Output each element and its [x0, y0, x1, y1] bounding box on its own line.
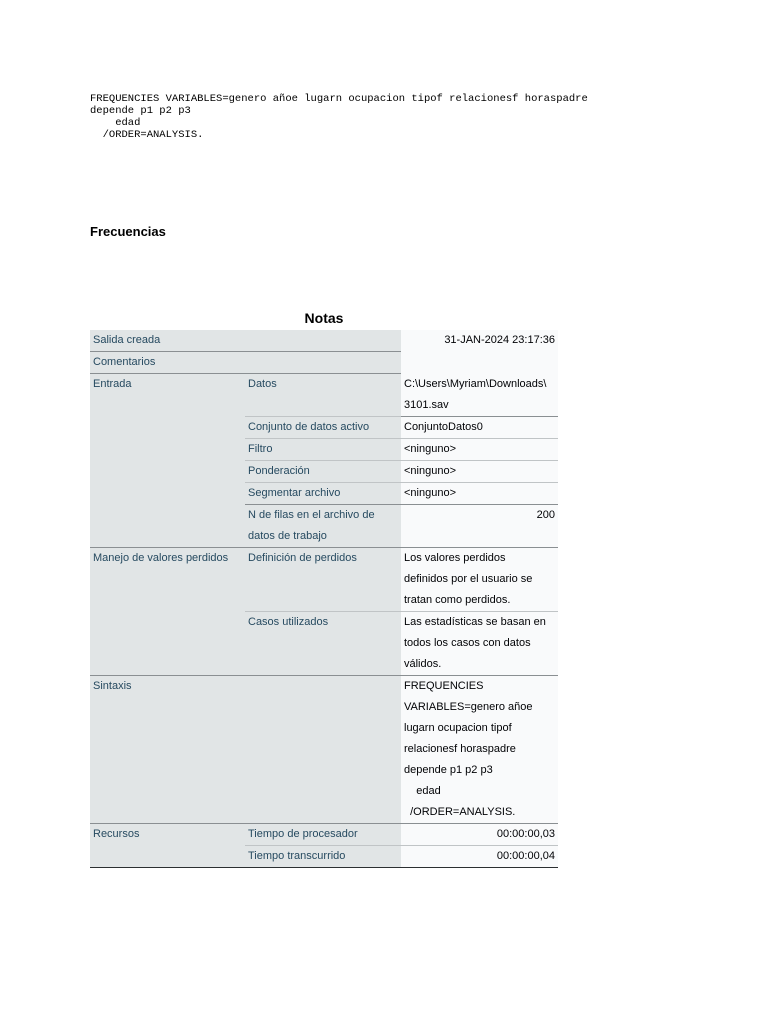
- value-line: edad: [404, 784, 441, 797]
- value-line: relacionesf horaspadre: [404, 742, 516, 755]
- syntax-line: /ORDER=ANALYSIS.: [90, 129, 204, 141]
- label-line: N de filas en el archivo de: [248, 508, 375, 521]
- row-header: Entrada: [90, 374, 245, 548]
- table-row: [90, 330, 558, 352]
- row-subheader: Conjunto de datos activo: [245, 416, 401, 438]
- label-line: datos de trabajo: [248, 529, 327, 542]
- row-subheader: Ponderación: [245, 460, 401, 482]
- table-row: [90, 547, 558, 611]
- row-header: Sintaxis: [90, 675, 401, 823]
- row-subheader: Datos: [245, 374, 401, 417]
- cell-value: ConjuntoDatos0: [401, 416, 558, 438]
- table-row: [90, 352, 558, 374]
- syntax-line: edad: [90, 117, 141, 129]
- row-subheader: Tiempo transcurrido: [245, 845, 401, 867]
- table-row: [90, 675, 558, 823]
- value-line: todos los casos con datos: [404, 636, 531, 649]
- row-subheader: [245, 504, 401, 547]
- cell-value: C:\Users\Myriam\Downloads\: [401, 374, 558, 395]
- cell-value: [401, 547, 558, 611]
- value-line: definidos por el usuario se: [404, 572, 533, 585]
- cell-value: 00:00:00,04: [401, 845, 558, 867]
- value-line: Las estadísticas se basan en: [404, 615, 546, 628]
- row-header: Recursos: [90, 823, 245, 867]
- row-subheader: Casos utilizados: [245, 611, 401, 675]
- row-header: Comentarios: [90, 352, 401, 374]
- cell-value: [401, 675, 558, 823]
- cell-value: <ninguno>: [401, 438, 558, 460]
- cell-value: 00:00:00,03: [401, 823, 558, 845]
- row-subheader: Filtro: [245, 438, 401, 460]
- value-line: VARIABLES=genero añoe: [404, 700, 533, 713]
- row-header: Salida creada: [90, 330, 401, 352]
- value-line: lugarn ocupacion tipof: [404, 721, 512, 734]
- value-line: Los valores perdidos: [404, 551, 506, 564]
- value-line: depende p1 p2 p3: [404, 763, 493, 776]
- cell-value: 200: [401, 504, 558, 547]
- value-line: tratan como perdidos.: [404, 593, 511, 606]
- row-subheader: Segmentar archivo: [245, 482, 401, 504]
- cell-value: 3101.sav: [401, 395, 558, 417]
- syntax-line: FREQUENCIES VARIABLES=genero añoe lugarn ocupacion tipof relacionesf horaspadre: [90, 93, 588, 105]
- section-title: Frecuencias: [90, 224, 166, 239]
- cell-value: [401, 352, 558, 374]
- syntax-code-block: [90, 93, 588, 141]
- row-header: Manejo de valores perdidos: [90, 547, 245, 675]
- value-line: /ORDER=ANALYSIS.: [404, 805, 516, 818]
- cell-value: <ninguno>: [401, 482, 558, 504]
- cell-value: <ninguno>: [401, 460, 558, 482]
- row-subheader: Tiempo de procesador: [245, 823, 401, 845]
- table-row: [90, 823, 558, 845]
- cell-value: 31-JAN-2024 23:17:36: [401, 330, 558, 352]
- notas-table: [90, 330, 558, 868]
- syntax-line: depende p1 p2 p3: [90, 105, 191, 117]
- cell-value: [401, 611, 558, 675]
- value-line: FREQUENCIES: [404, 679, 484, 692]
- table-title: Notas: [304, 310, 344, 326]
- table-row: [90, 374, 558, 395]
- value-line: válidos.: [404, 657, 442, 670]
- row-subheader: Definición de perdidos: [245, 547, 401, 611]
